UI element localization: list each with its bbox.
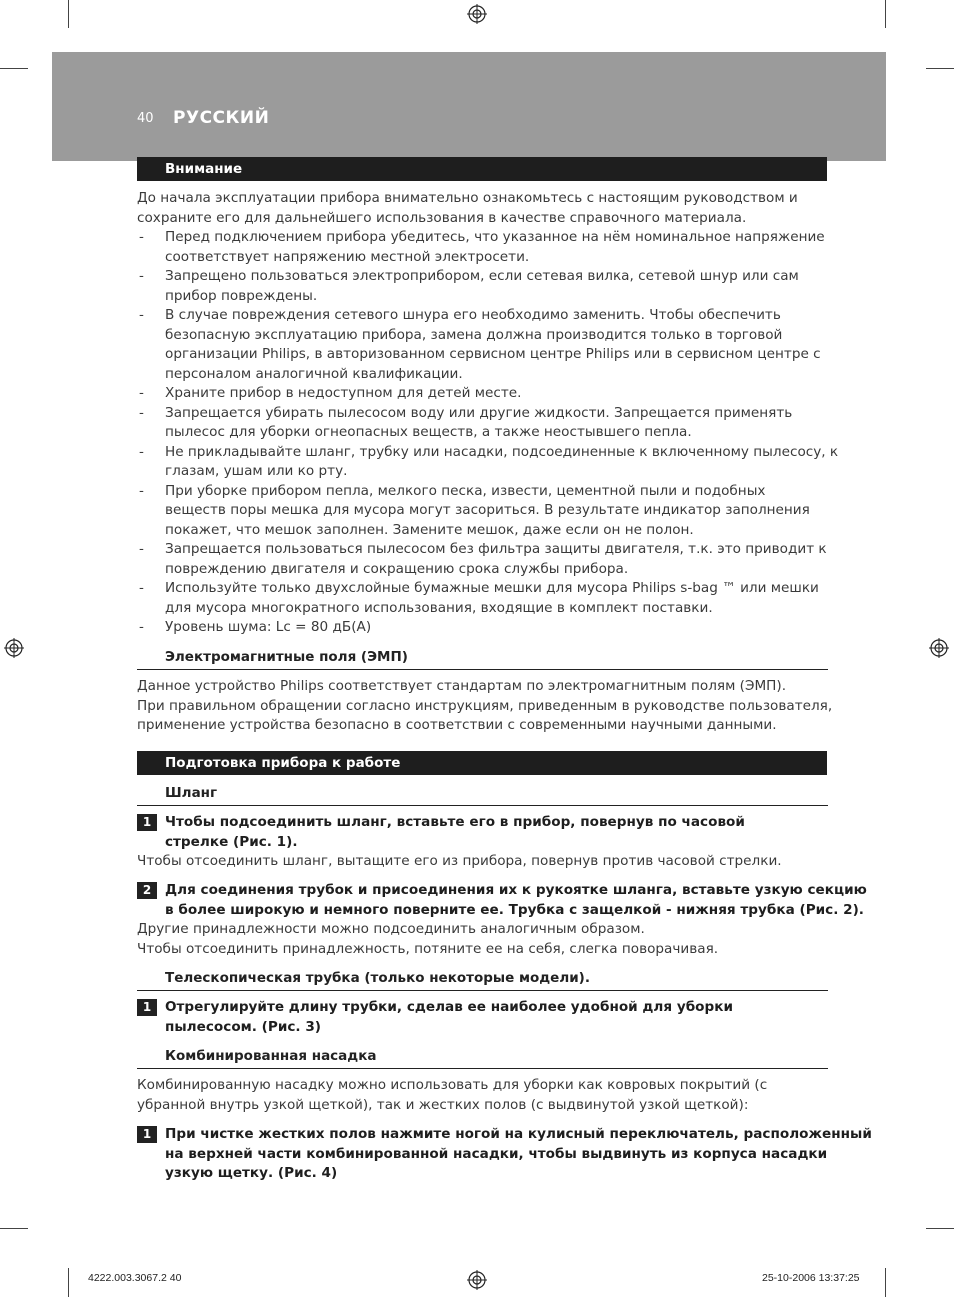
subheading-emf: Электромагнитные поля (ЭМП)	[137, 648, 828, 670]
warning-list	[137, 228, 839, 638]
text-line: Другие принадлежности можно подсоединить аналогичным образом.	[137, 921, 645, 937]
step-number: 2	[137, 882, 157, 899]
step-number: 1	[137, 1126, 157, 1143]
registration-mark-icon	[929, 638, 949, 658]
text-line: Чтобы отсоединить шланг, вытащите его из прибора, повернув против часовой стрелки.	[137, 853, 782, 869]
registration-mark-icon	[467, 1270, 487, 1290]
nozzle-text	[137, 1076, 832, 1115]
step-number: 1	[137, 814, 157, 831]
warning-intro	[137, 189, 832, 228]
list-item: - Запрещено пользоваться электроприбором, если сетевая вилка, сетевой шнур или сам прибор повреждены.	[139, 268, 799, 304]
footer-timestamp: 25-10-2006 13:37:25	[762, 1272, 860, 1284]
step-tube-1: 1 Отрегулируйте длину трубки, сделав ее наиболее удобной для уборки пылесосом. (Рис. 3)	[137, 998, 832, 1037]
text-line: применение устройства безопасно в соответствии с современными научными данными.	[137, 717, 777, 733]
list-item: - Перед подключением прибора убедитесь, что указанное на нём номинальное напряжение соответствует напряжению местной электросети.	[139, 229, 825, 265]
list-item: - В случае повреждения сетевого шнура его необходимо заменить. Чтобы обеспечить безопасную эксплуатацию прибора, замена должна производится только в торговой организации Philips, в авторизованном сервисном центре Philips или в сервисном центре с персоналом аналогичной квалификации.	[139, 307, 821, 382]
page-number: 40	[137, 111, 154, 126]
text-line: убранной внутрь узкой щеткой), так и жестких полов (с выдвинутой узкой щеткой):	[137, 1096, 749, 1113]
crop-mark	[68, 0, 69, 28]
section-bar-warning: Внимание	[137, 157, 827, 181]
footer-doc-id: 4222.003.3067.2 40	[88, 1272, 182, 1284]
step-hose-2: 2 Для соединения трубок и присоединения их к рукоятке шланга, вставьте узкую секцию в более широкую и немного поверните ее. Трубка с защелкой - нижняя трубка (Рис. 2).	[137, 881, 832, 920]
list-item: - Используйте только двухслойные бумажные мешки для мусора Philips s-bag ™ или мешки для мусора многократного использования, входящие в комплект поставки.	[139, 580, 819, 616]
crop-mark	[0, 1228, 28, 1229]
text-line: Данное устройство Philips соответствует стандартам по электромагнитным полям (ЭМП).	[137, 678, 787, 694]
hose-note-2	[137, 920, 832, 959]
crop-mark	[0, 68, 28, 69]
text-line: Чтобы отсоединить принадлежность, потяните ее на себя, слегка поворачивая.	[137, 940, 719, 957]
subheading-hose: Шланг	[137, 784, 828, 806]
list-item: - Запрещается пользоваться пылесосом без фильтра защиты двигателя, т.к. это приводит к повреждению двигателя и сокращению срока службы прибора.	[139, 541, 827, 577]
crop-mark	[926, 1228, 954, 1229]
list-item: - При уборке прибором пепла, мелкого песка, извести, цементной пыли и подобных веществ поры мешка для мусора могут засориться. В результате индикатор заполнения покажет, что мешок заполнен. Замените мешок, даже если он не полон.	[139, 482, 810, 538]
subheading-nozzle: Комбинированная насадка	[137, 1047, 828, 1069]
step-hose-1: 1 Чтобы подсоединить шланг, вставьте его в прибор, повернув по часовой стрелке (Рис. 1).	[137, 813, 832, 852]
emf-text	[137, 677, 832, 736]
step-number: 1	[137, 999, 157, 1016]
list-item: - Не прикладывайте шланг, трубку или насадки, подсоединенные к включенному пылесосу, к глазам, ушам или ко рту.	[139, 443, 839, 479]
crop-mark	[68, 1268, 69, 1297]
registration-mark-icon	[4, 638, 24, 658]
crop-mark	[885, 0, 886, 28]
step-nozzle-1: 1 При чистке жестких полов нажмите ногой на кулисный переключатель, расположенный на верхней части комбинированной насадки, чтобы выдвинуть из корпуса насадки узкую щетку. (Рис. 4)	[137, 1125, 832, 1184]
registration-mark-icon	[467, 4, 487, 24]
list-item: - Уровень шума: Lc = 80 дБ(А)	[139, 619, 372, 635]
header-band	[52, 52, 886, 161]
language-title: РУССКИЙ	[173, 108, 270, 128]
crop-mark	[885, 1268, 886, 1297]
section-bar-preparation: Подготовка прибора к работе	[137, 751, 827, 775]
text-line: Комбинированную насадку можно использовать для уборки как ковровых покрытий (с	[137, 1077, 768, 1093]
text-line: сохраните его для дальнейшего использования в качестве справочного материала.	[137, 209, 747, 226]
crop-mark	[926, 68, 954, 69]
text-line: До начала эксплуатации прибора внимательно ознакомьтесь с настоящим руководством и	[137, 190, 798, 206]
subheading-telescopic-tube: Телескопическая трубка (только некоторые модели).	[137, 969, 828, 991]
list-item: - Храните прибор в недоступном для детей месте.	[139, 385, 522, 401]
hose-note-1	[137, 852, 832, 872]
text-line: При правильном обращении согласно инструкциям, приведенным в руководстве пользователя,	[137, 697, 833, 714]
list-item: - Запрещается убирать пылесосом воду или другие жидкости. Запрещается применять пылесос для уборки огнеопасных веществ, а также неостывшего пепла.	[139, 404, 793, 440]
